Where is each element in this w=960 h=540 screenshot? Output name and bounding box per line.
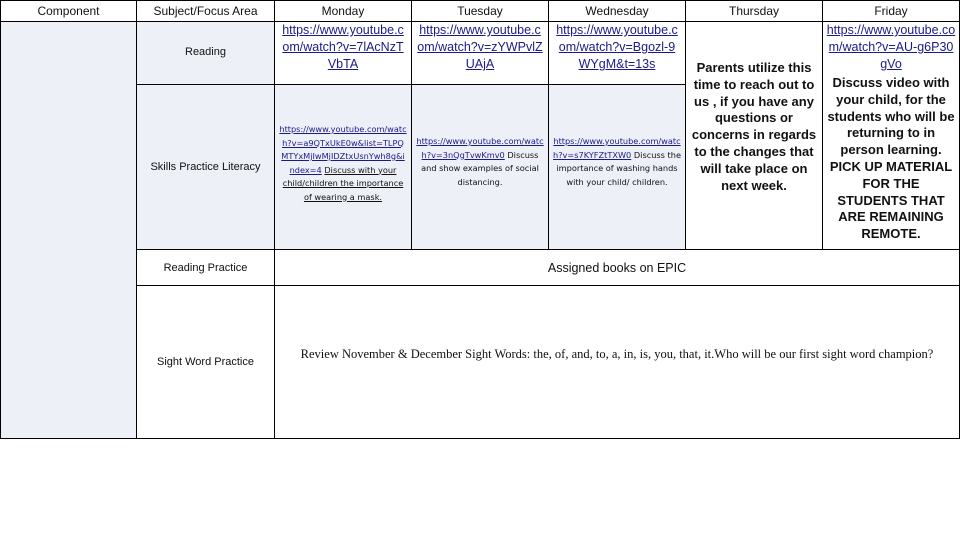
skills-monday-link[interactable]: https://www.youtube.com/watch?v=a9QTxUkE0w&list=TLPQMTYxMjIwMjIDZtxUsnYwh8g&index=4 — [279, 124, 407, 175]
reading-monday-cell — [274, 21, 412, 85]
subject-reading-practice: Reading Practice — [136, 249, 275, 286]
sight-word-text: Review November & December Sight Words: the, of, and, to, a, in, is, you, that, it.Who will be our first sight word champion? — [300, 347, 934, 361]
skills-tuesday-cell — [411, 84, 549, 250]
reading-tuesday-cell — [411, 21, 549, 85]
reading-wednesday-link[interactable]: https://www.youtube.com/watch?v=Bgozl-9WYgM&t=13s — [556, 23, 678, 71]
subject-skills-practice: Skills Practice Literacy — [136, 84, 275, 250]
skills-tuesday-link[interactable]: https://www.youtube.com/watch?v=3nQgTvwKmv0 — [416, 136, 544, 160]
reading-practice-cell — [274, 249, 960, 286]
subject-reading: Reading — [136, 21, 275, 85]
skills-monday-text: Discuss with your child/children the importance of wearing a mask. — [282, 164, 404, 202]
header-monday: Monday — [274, 0, 412, 22]
header-subject: Subject/Focus Area — [136, 0, 275, 22]
reading-tuesday-link[interactable]: https://www.youtube.com/watch?v=zYWPvlZUAjA — [417, 23, 543, 71]
subject-sight-word: Sight Word Practice — [136, 285, 275, 439]
header-thursday: Thursday — [685, 0, 823, 22]
skills-wednesday-link[interactable]: https://www.youtube.com/watch?v=s7KYFZtTXW0 — [553, 136, 681, 160]
reading-practice-text: Assigned books on EPIC — [547, 260, 687, 275]
component-column — [0, 21, 137, 439]
header-tuesday: Tuesday — [411, 0, 549, 22]
friday-cell — [822, 21, 960, 250]
sight-word-cell — [274, 285, 960, 439]
skills-wednesday-text: Discuss the importance of washing hands with your child/ children. — [556, 149, 681, 187]
thursday-note-cell — [685, 21, 823, 250]
friday-note: Discuss video with your child, for the students who will be returning to in person learning. PICK UP MATERIAL FOR THE STUDENTS THAT ARE REMAINING REMOTE. — [827, 75, 955, 242]
skills-monday-cell — [274, 84, 412, 250]
skills-wednesday-cell — [548, 84, 686, 250]
header-friday: Friday — [822, 0, 960, 22]
header-component: Component — [0, 0, 137, 22]
header-wednesday: Wednesday — [548, 0, 686, 22]
thursday-note: Parents utilize this time to reach out to us , if you have any questions or concerns in regards to the changes that will take place on next week. — [691, 60, 817, 193]
reading-wednesday-cell — [548, 21, 686, 85]
skills-tuesday-text: Discuss and show examples of social distancing. — [421, 149, 539, 187]
friday-link[interactable]: https://www.youtube.com/watch?v=AU-g6P30gVo — [826, 23, 956, 71]
reading-monday-link[interactable]: https://www.youtube.com/watch?v=7lAcNzTVbTA — [282, 23, 404, 71]
